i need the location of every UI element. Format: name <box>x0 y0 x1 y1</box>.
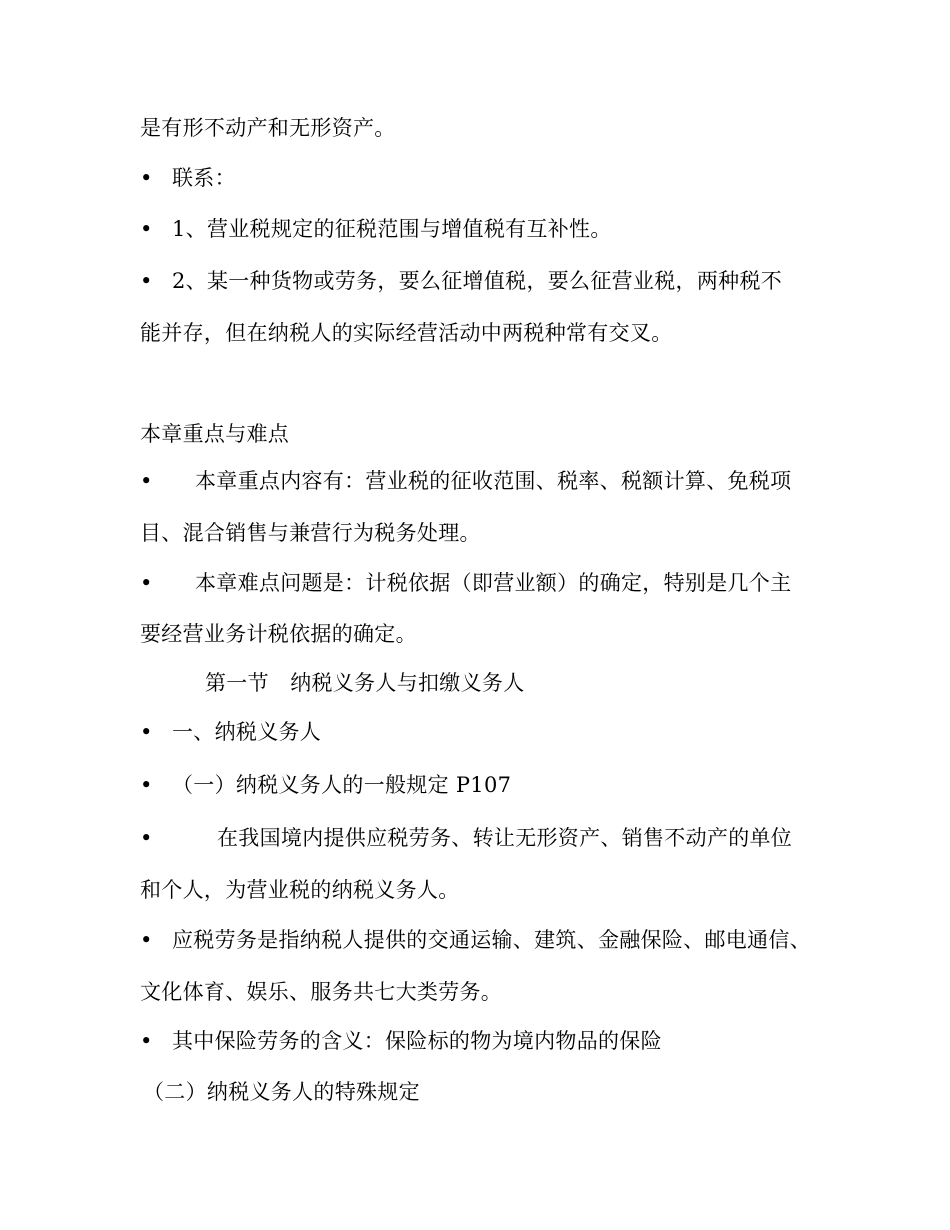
text-line: 一、纳税义务人 <box>172 720 322 744</box>
text-line: 1、营业税规定的征税范围与增值税有互补性。 <box>172 217 612 241</box>
text-line: 2、某一种货物或劳务，要么征增值税，要么征营业税，两种税不 <box>172 269 783 293</box>
bullet-icon: • <box>140 166 153 190</box>
text-line: 应税劳务是指纳税人提供的交通运输、建筑、金融保险、邮电通信、 <box>172 928 811 952</box>
text-line: 其中保险劳务的含义：保险标的物为境内物品的保险 <box>172 1029 662 1053</box>
text-line: 本章重点内容有：营业税的征收范围、税率、税额计算、免税项 <box>195 469 792 493</box>
bullet-icon: • <box>140 269 153 293</box>
text-line: 和个人，为营业税的纳税义务人。 <box>140 878 460 902</box>
text-line: 是有形不动产和无形资产。 <box>140 116 396 140</box>
text-line: 联系： <box>172 166 236 190</box>
text-line: 能并存，但在纳税人的实际经营活动中两税种常有交叉。 <box>140 321 673 345</box>
text-line: 本章难点问题是：计税依据（即营业额）的确定，特别是几个主 <box>195 571 792 595</box>
bullet-icon: • <box>140 826 153 850</box>
bullet-icon: • <box>140 1029 153 1053</box>
section-title: 第一节 纳税义务人与扣缴义务人 <box>205 671 525 695</box>
section-heading: 本章重点与难点 <box>140 422 290 446</box>
text-line: 要经营业务计税依据的确定。 <box>140 622 417 646</box>
text-line: 在我国境内提供应税劳务、转让无形资产、销售不动产的单位 <box>217 826 793 850</box>
bullet-icon: • <box>140 773 153 797</box>
text-line: 目、混合销售与兼营行为税务处理。 <box>140 521 481 545</box>
text-line: （一）纳税义务人的一般规定 P107 <box>172 773 512 797</box>
bullet-icon: • <box>140 720 153 744</box>
text-line: 文化体育、娱乐、服务共七大类劳务。 <box>140 980 503 1004</box>
bullet-icon: • <box>140 571 153 595</box>
bullet-icon: • <box>140 928 153 952</box>
bullet-icon: • <box>140 469 153 493</box>
bullet-icon: • <box>140 217 153 241</box>
text-line: （二）纳税义务人的特殊规定 <box>143 1080 420 1104</box>
